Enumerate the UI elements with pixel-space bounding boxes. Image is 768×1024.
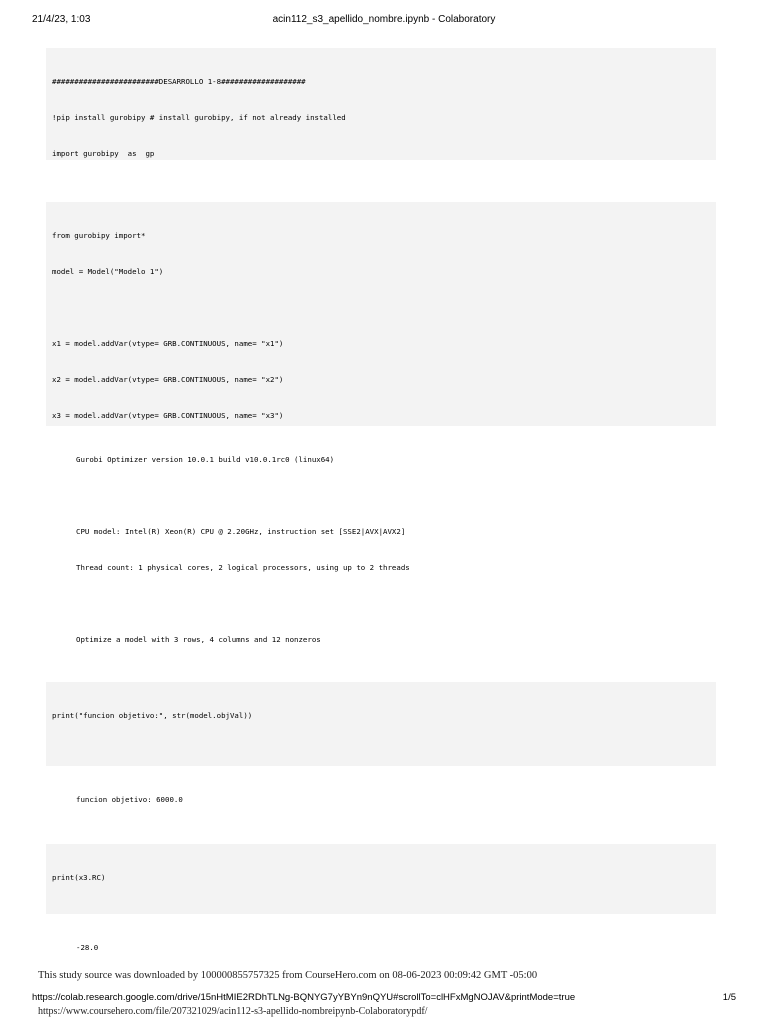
code-line: import gurobipy as gp [52, 149, 155, 158]
code-line: ########################DESARROLLO 1-8################### [52, 77, 306, 86]
print-date: 21/4/23, 1:03 [32, 14, 91, 25]
output-line: -28.0 [76, 943, 99, 952]
code-line: !pip install gurobipy # install gurobipy, if not already installed [52, 113, 346, 122]
page-url: https://colab.research.google.com/drive/15nHtMIE2RDhTLNg-BQNYG7yYBYn9nQYU#scrollTo=clHFxMgNOJAV&printMode=true [32, 992, 576, 1003]
code-line [52, 746, 710, 758]
output-cell-reduced-costs [46, 918, 716, 974]
print-footer [32, 992, 736, 1006]
output-line: CPU model: Intel(R) Xeon(R) CPU @ 2.20GHz, instruction set [SSE2|AVX|AVX2] [76, 527, 406, 536]
code-cell-print-vars[interactable] [46, 682, 716, 766]
output-line: Optimize a model with 3 rows, 4 columns and 12 nonzeros [76, 635, 321, 644]
code-line: print("funcion objetivo:", str(model.objVal)) [52, 711, 253, 720]
page-number: 1/5 [722, 992, 736, 1003]
output-cell-install [46, 164, 716, 188]
output-line: Gurobi Optimizer version 10.0.1 build v10.0.1rc0 (linux64) [76, 455, 335, 464]
source-link[interactable]: https://www.coursehero.com/file/207321029/acin112-s3-apellido-nombreipynb-Colaboratorypdf/ [38, 1006, 428, 1017]
code-cell-reduced-costs[interactable] [46, 844, 716, 914]
output-line: funcion objetivo: 6000.0 [76, 795, 183, 804]
code-line: model = Model("Modelo 1") [52, 267, 164, 276]
code-cell-install[interactable] [46, 48, 716, 160]
code-line [52, 302, 710, 314]
code-line: x2 = model.addVar(vtype= GRB.CONTINUOUS, name= "x2") [52, 375, 284, 384]
code-line: from gurobipy import* [52, 231, 146, 240]
code-line: x3 = model.addVar(vtype= GRB.CONTINUOUS, name= "x3") [52, 411, 284, 420]
code-cell-model[interactable] [46, 202, 716, 426]
output-line: Thread count: 1 physical cores, 2 logical processors, using up to 2 threads [76, 563, 410, 572]
output-cell-optimizer [46, 430, 716, 666]
print-header [32, 14, 736, 30]
download-watermark: This study source was downloaded by 100000855757325 from CourseHero.com on 08-06-2023 00:09:42 GMT -05:00 [38, 970, 538, 981]
output-cell-vars [46, 770, 716, 830]
code-line: print(x3.RC) [52, 873, 106, 882]
output-line [76, 490, 716, 502]
code-line: x1 = model.addVar(vtype= GRB.CONTINUOUS, name= "x1") [52, 339, 284, 348]
code-line [52, 908, 710, 914]
notebook-title: acin112_s3_apellido_nombre.ipynb - Colaboratory [272, 14, 496, 25]
output-line [76, 598, 716, 610]
